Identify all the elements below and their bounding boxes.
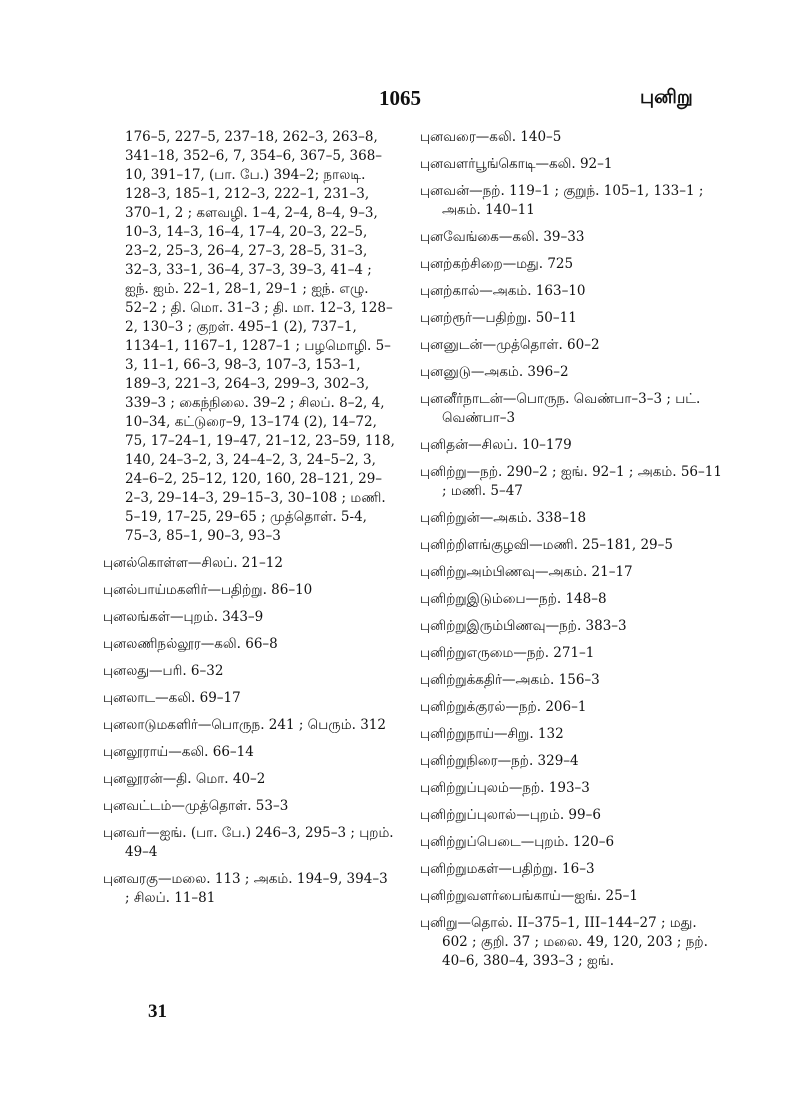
right-column — [420, 128, 722, 979]
index-entry: புனவன்—நற். 119–1 ; குறுந். 105–1, 133–1 ; அகம். 140–11 — [420, 183, 704, 218]
index-entry: புனலாடுமகளிர்—பொருந. 241 ; பெரும். 312 — [103, 717, 386, 733]
index-entry: 176–5, 227–5, 237–18, 262–3, 263–8, 341–18, 352–6, 7, 354–6, 367–5, 368–10, 391–17, (பா. பே.) 394–2; நாலடி. 128–3, 185–1, 212–3, 222–1, 231–3, 370–1, 2 ; களவழி. 1–4, 2–4, 8–4, 9–3, 10–3, 14–3, 16–4, 17–4, 20–3, 22–5, 23–2, 25–3, 26–4, 27–3, 28–5, 31–3, 32–3, 33–1, 36–4, 37–3, 39–3, 41–4 ; ஐந். ஐம். 22–1, 28–1, 29–1 ; ஐந். எழு. 52–2 ; தி. மொ. 31–3 ; தி. மா. 12–3, 128–2, 130–3 ; குறள். 495–1 (2), 737–1, 1134–1, 1167–1, 1287–1 ; பழமொழி. 5–3, 11–1, 66–3, 98–3, 107–3, 153–1, 189–3, 221–3, 264–3, 299–3, 302–3, 339–3 ; கைந்நிலை. 39–2 ; சிலப். 8–2, 4, 10–34, கட்டுரை–9, 13–174 (2), 14–72, 75, 17–24–1, 19–47, 21–12, 23–59, 118, 140, 24–3–2, 3, 24–4–2, 3, 24–5–2, 3, 24–6–2, 25–12, 120, 160, 28–121, 29–2–3, 29–14–3, 29–15–3, 30–108 ; மணி. 5–19, 17–25, 29–65 ; முத்தொள். 5-4, 75–3, 85–1, 90–3, 93–3 — [125, 129, 395, 544]
index-entry: புனிற்றுப்பெடை—புறம். 120–6 — [420, 834, 615, 850]
index-entry: புனற்கால்—அகம். 163–10 — [420, 283, 586, 299]
index-entry: புனவளர்பூங்கொடி—கலி. 92–1 — [420, 156, 613, 172]
index-entry: புனலணிநல்லூர—கலி. 66–8 — [103, 636, 278, 652]
index-entry: புனிற்றுப்புலால்—புறம். 99–6 — [420, 807, 601, 823]
index-entry: புனவர்—ஐங். (பா. பே.) 246–3, 295–3 ; புறம். 49–4 — [103, 825, 394, 860]
index-entry: புனல்பாய்மகளிர்—பதிற்று. 86–10 — [103, 582, 313, 598]
page-number: 1065 — [379, 86, 421, 110]
index-entry: புனிற்றுஅம்பிணவு—அகம். 21–17 — [420, 564, 633, 580]
index-entry: புனலது—பரி. 6–32 — [103, 663, 224, 679]
index-entry: புனவரகு—மலை. 113 ; அகம். 194–9, 394–3 ; சிலப். 11–81 — [103, 871, 388, 906]
index-entry: புனற்ரூர்—பதிற்று. 50–11 — [420, 310, 577, 326]
index-entry: புனனீர்நாடன்—பொருந. வெண்பா–3–3 ; பட். வெண்பா–3 — [420, 391, 701, 426]
index-entry: புனிற்றுமகள்—பதிற்று. 16–3 — [420, 861, 595, 877]
index-entry: புனிற்றுநிரை—நற். 329–4 — [420, 753, 579, 769]
index-entry: புனிறு—தொல். II–375–1, III–144–27 ; மது. 602 ; குறி. 37 ; மலை. 49, 120, 203 ; நற். 40–6, 380–4, 393–3 ; ஐங். — [420, 915, 708, 969]
index-entry: புனிற்றுன்—அகம். 338–18 — [420, 510, 587, 526]
index-entry: புனலங்கள்—புறம். 343–9 — [103, 609, 264, 625]
index-entry: புனிற்று—நற். 290–2 ; ஐங். 92–1 ; அகம். 56–11 ; மணி. 5–47 — [420, 464, 722, 499]
index-entry: புனிற்றுப்புலம்—நற். 193–3 — [420, 780, 590, 796]
index-entry: புனற்கற்சிறை—மது. 725 — [420, 256, 574, 272]
index-entry: புனிற்றுஇரும்பிணவு—நற். 383–3 — [420, 618, 627, 634]
index-entry: புனவட்டம்—முத்தொள். 53–3 — [103, 798, 289, 814]
index-entry: புனல்கொள்ள—சிலப். 21–12 — [103, 555, 283, 571]
index-entry: புனிற்றுநாய்—சிறு. 132 — [420, 726, 564, 742]
index-entry: புனிதன்—சிலப். 10–179 — [420, 437, 572, 453]
left-column — [103, 128, 395, 916]
index-entry: புனிற்றுக்குரல்—நற். 206–1 — [420, 699, 587, 715]
index-entry: புனிற்றுவளர்பைங்காய்—ஐங். 25–1 — [420, 888, 638, 904]
index-entry: புனவரை—கலி. 140–5 — [420, 129, 562, 145]
index-entry: புனிற்றுஇடும்பை—நற். 148–8 — [420, 591, 607, 607]
index-entry: புனிற்றிளங்குழவி—மணி. 25–181, 29–5 — [420, 537, 673, 553]
index-entry: புனிற்றுஎருமை—நற். 271–1 — [420, 645, 595, 661]
index-entry: புனனுடன்—முத்தொள். 60–2 — [420, 337, 600, 353]
running-head: புனிறு — [640, 86, 693, 108]
index-entry: புனலூரன்—தி. மொ. 40–2 — [103, 771, 266, 787]
index-entry: புனலாட—கலி. 69–17 — [103, 690, 241, 706]
index-entry: புனலூராய்—கலி. 66–14 — [103, 744, 254, 760]
folio: 31 — [148, 1001, 167, 1022]
index-entry: புனவேங்கை—கலி. 39–33 — [420, 229, 585, 245]
index-entry: புனிற்றுக்கதிர்—அகம். 156–3 — [420, 672, 600, 688]
index-entry: புனனுடு—அகம். 396–2 — [420, 364, 569, 380]
